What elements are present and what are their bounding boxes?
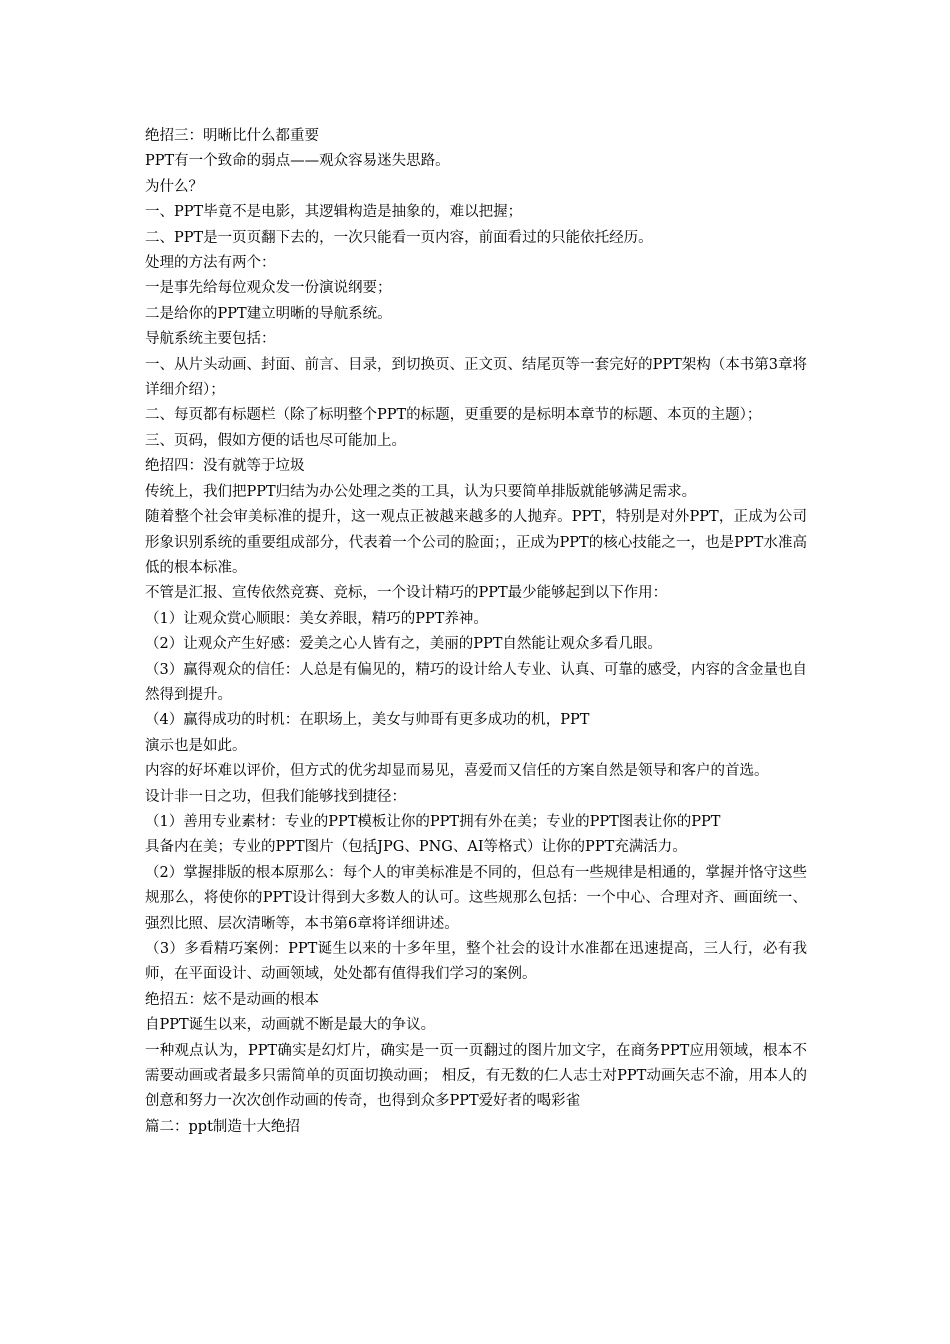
list-item: （1）让观众赏心顺眼：美女养眼，精巧的PPT养神。 <box>145 610 488 627</box>
chapter-heading: 篇二：ppt制造十大绝招 <box>145 1118 300 1135</box>
paragraph: 自PPT诞生以来，动画就不断是最大的争议。 <box>145 1017 436 1034</box>
list-item: （1）善用专业素材：专业的PPT模板让你的PPT拥有外在美；专业的PPT图表让你的PPT <box>145 813 721 830</box>
list-item: （2）让观众产生好感：爱美之心人皆有之，美丽的PPT自然能让观众多看几眼。 <box>145 636 662 653</box>
paragraph: 一、PPT毕竟不是电影，其逻辑构造是抽象的，难以把握； <box>145 204 523 221</box>
section-heading-4: 绝招四：没有就等于垃圾 <box>145 458 305 475</box>
document-body <box>145 124 807 1140</box>
paragraph: 随着整个社会审美标准的提升，这一观点正被越来越多的人抛弃。PPT，特别是对外PPT，正成为公司形象识别系统的重要组成部分，代表着一个公司的脸面；，正成为PPT的核心技能之一，也是PPT水准高低的根本标准。 <box>145 509 807 576</box>
paragraph: 一是事先给每位观众发一份演说纲要； <box>145 280 392 297</box>
paragraph: 设计非一日之功，但我们能够找到捷径： <box>145 788 406 805</box>
paragraph: 二、每页都有标题栏（除了标明整个PPT的标题，更重要的是标明本章节的标题、本页的主题）； <box>145 407 762 424</box>
paragraph: 二是给你的PPT建立明晰的导航系统。 <box>145 305 392 322</box>
list-item: （3）赢得观众的信任：人总是有偏见的，精巧的设计给人专业、认真、可靠的感受，内容的含金量也自然得到提升。 <box>145 661 807 703</box>
paragraph: 具备内在美；专业的PPT图片（包括JPG、PNG、AI等格式）让你的PPT充满活力。 <box>145 839 687 856</box>
paragraph: 传统上，我们把PPT归结为办公处理之类的工具，认为只要简单排版就能够满足需求。 <box>145 483 697 500</box>
paragraph: 处理的方法有两个： <box>145 255 276 272</box>
paragraph: 内容的好坏难以评价，但方式的优劣却显而易见，喜爱而又信任的方案自然是领导和客户的首选。 <box>145 763 769 780</box>
section-heading-3: 绝招三：明晰比什么都重要 <box>145 128 319 144</box>
paragraph: 为什么？ <box>145 178 203 195</box>
paragraph: 不管是汇报、宣传依然竞赛、竞标，一个设计精巧的PPT最少能够起到以下作用： <box>145 585 668 602</box>
paragraph: 三、页码，假如方便的话也尽可能加上。 <box>145 432 406 449</box>
paragraph: PPT有一个致命的弱点——观众容易迷失思路。 <box>145 153 450 170</box>
paragraph: 一种观点认为，PPT确实是幻灯片，确实是一页一页翻过的图片加文字，在商务PPT应用领域，根本不需要动画或者最多只需简单的页面切换动画； 相反，有无数的仁人志士对PPT动画矢志不渝，用本人的创意和努力一次次创作动画的传奇，也得到众多PPT爱好者的喝彩雀 <box>145 1042 807 1110</box>
list-item: （2）掌握排版的根本原那么：每个人的审美标准是不同的，但总有一些规律是相通的，掌握并恪守这些规那么，将使你的PPT设计得到大多数人的认可。这些规那么包括：一个中心、合理对齐、画面统一、强烈比照、层次清晰等，本书第6章将详细讲述。 <box>145 864 807 932</box>
section-heading-5: 绝招五：炫不是动画的根本 <box>145 991 319 1008</box>
list-item: （3）多看精巧案例：PPT诞生以来的十多年里，整个社会的设计水准都在迅速提高，三人行，必有我师，在平面设计、动画领域，处处都有值得我们学习的案例。 <box>145 941 807 983</box>
list-item: （4）赢得成功的时机：在职场上，美女与帅哥有更多成功的机，PPT <box>145 712 590 729</box>
paragraph: 一、从片头动画、封面、前言、目录，到切换页、正文页、结尾页等一套完好的PPT架构（本书第3章将详细介绍）； <box>145 356 807 399</box>
paragraph: 导航系统主要包括： <box>145 331 276 348</box>
paragraph: 二、PPT是一页页翻下去的，一次只能看一页内容，前面看过的只能依托经历。 <box>145 229 653 246</box>
paragraph: 演示也是如此。 <box>145 737 247 754</box>
